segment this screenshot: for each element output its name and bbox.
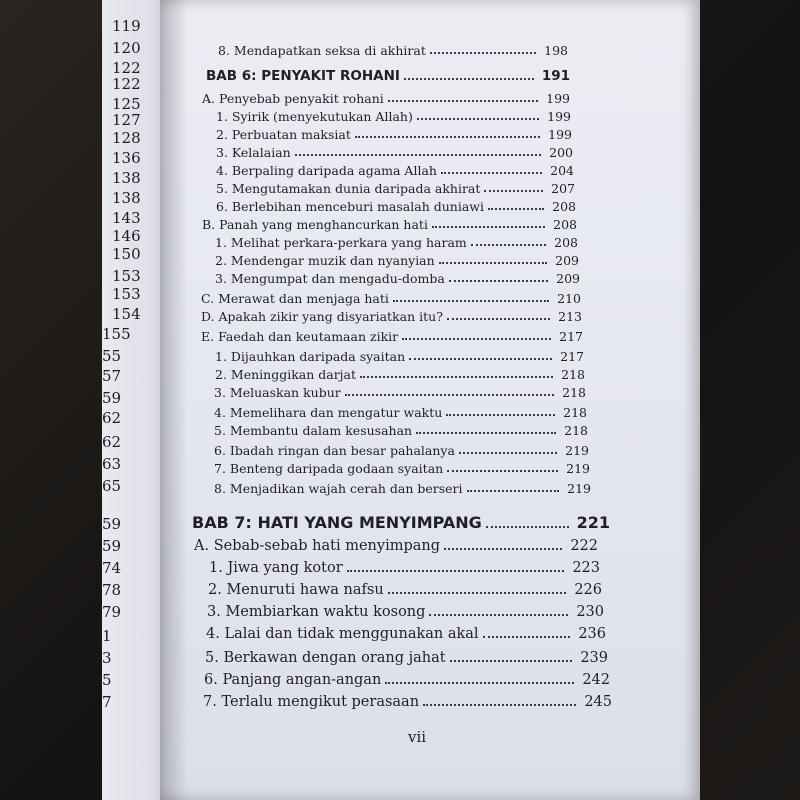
toc-section — [201, 306, 582, 324]
toc-subsection — [215, 250, 579, 268]
chapter-heading — [192, 512, 610, 532]
toc-label: 3. Meluaskan kubur — [214, 385, 341, 400]
toc-subsection — [208, 578, 602, 598]
left-page-number: 65 — [102, 477, 122, 495]
toc-page-number: 223 — [572, 560, 600, 576]
toc-section — [202, 88, 570, 106]
dot-leader — [388, 100, 538, 102]
dot-leader — [441, 172, 542, 174]
toc-label: 8. Menjadikan wajah cerah dan berseri — [214, 481, 463, 496]
toc-page-number: 242 — [582, 672, 610, 688]
toc-label: A. Sebab-sebab hati menyimpang — [194, 538, 441, 554]
toc-label: 2. Menuruti hawa nafsu — [208, 582, 384, 598]
dot-leader — [471, 244, 546, 246]
toc-page-number: 226 — [574, 582, 602, 598]
toc-page-number: 219 — [565, 443, 589, 458]
left-page-number: 146 — [112, 227, 141, 245]
toc-subsection — [205, 646, 608, 666]
toc-subsection — [216, 178, 575, 196]
toc-label: 1. Syirik (menyekutukan Allah) — [216, 109, 413, 124]
toc-subsection — [207, 600, 604, 620]
dot-leader — [345, 394, 554, 396]
toc-subsection — [215, 364, 585, 382]
left-page-number: 57 — [102, 367, 122, 385]
toc-label: 5. Mengutamakan dunia daripada akhirat — [216, 181, 481, 196]
toc-subsection — [209, 556, 600, 576]
toc-label: E. Faedah dan keutamaan zikir — [201, 329, 399, 344]
left-page-number: 125 — [112, 95, 141, 113]
toc-label: 8. Mendapatkan seksa di akhirat — [218, 43, 426, 58]
dot-leader — [295, 154, 541, 156]
left-page-number: 128 — [112, 129, 141, 147]
left-page-number: 55 — [102, 347, 122, 365]
left-page-number: 138 — [112, 189, 141, 207]
left-page-number: 1 — [102, 627, 112, 645]
toc-label: 3. Membiarkan waktu kosong — [207, 604, 426, 620]
toc-page-number: 218 — [561, 367, 585, 382]
left-page-number: 143 — [112, 209, 141, 227]
left-page-number: 119 — [112, 17, 141, 35]
toc-page-number: 230 — [576, 604, 604, 620]
toc-page-number: 219 — [566, 461, 590, 476]
left-page-number: 59 — [102, 537, 122, 555]
toc-page-number: 239 — [580, 650, 608, 666]
dot-leader — [444, 548, 562, 550]
toc-subsection — [206, 622, 606, 642]
toc-section — [201, 326, 583, 344]
chapter-heading — [206, 66, 570, 84]
toc-subsection — [214, 458, 590, 476]
dot-leader — [447, 318, 550, 320]
toc-subsection — [216, 124, 572, 142]
toc-label: 4. Berpaling daripada agama Allah — [216, 163, 437, 178]
dot-leader — [423, 704, 576, 706]
toc-page-number: 210 — [557, 291, 581, 306]
toc-subsection — [215, 232, 578, 250]
toc-label: 3. Mengumpat dan mengadu-domba — [215, 271, 445, 286]
dot-leader — [430, 52, 536, 54]
dot-leader — [488, 208, 544, 210]
left-page-number: 153 — [112, 267, 141, 285]
left-page-number: 136 — [112, 149, 141, 167]
toc-page-number: 236 — [578, 626, 606, 642]
left-page-number: 7 — [102, 693, 112, 711]
toc-section — [202, 214, 577, 232]
toc-page-number: 208 — [552, 199, 576, 214]
toc-page-number: 218 — [562, 385, 586, 400]
toc-subsection — [214, 382, 586, 400]
toc-page-number: 219 — [567, 481, 591, 496]
toc-page-number: 191 — [541, 68, 570, 84]
dot-leader — [432, 226, 545, 228]
toc-page-number: 218 — [564, 423, 588, 438]
dot-leader — [416, 432, 556, 434]
toc-label: 4. Lalai dan tidak menggunakan akal — [206, 626, 479, 642]
toc-page-number: 245 — [584, 694, 612, 710]
toc-label: 1. Dijauhkan daripada syaitan — [215, 349, 406, 364]
toc-label: 2. Meninggikan darjat — [215, 367, 357, 382]
toc-page-number: 198 — [544, 43, 568, 58]
left-page-number: 127 — [112, 111, 141, 129]
left-page-number: 79 — [102, 603, 122, 621]
dot-leader — [360, 376, 553, 378]
left-page-number: 155 — [102, 325, 131, 343]
book-page — [160, 0, 700, 800]
toc-label: 7. Benteng daripada godaan syaitan — [214, 461, 444, 476]
dot-leader — [347, 570, 565, 572]
toc-section — [201, 288, 581, 306]
toc-subsection — [216, 196, 576, 214]
left-page-number: 5 — [102, 671, 112, 689]
left-page-number: 59 — [102, 389, 122, 407]
dot-leader — [388, 592, 567, 594]
dot-leader — [417, 118, 539, 120]
toc-subsection — [216, 160, 574, 178]
toc-subsection — [216, 106, 571, 124]
toc-subsection — [203, 690, 612, 710]
left-page-number: 120 — [112, 39, 141, 57]
dot-leader — [447, 470, 558, 472]
toc-label: 7. Terlalu mengikut perasaan — [203, 694, 420, 710]
toc-entry — [218, 40, 568, 58]
toc-label: 3. Kelalaian — [216, 145, 291, 160]
toc-label: 6. Panjang angan-angan — [204, 672, 382, 688]
dot-leader — [483, 636, 571, 638]
dot-leader — [486, 526, 569, 528]
dot-leader — [439, 262, 547, 264]
toc-page-number: 213 — [558, 309, 582, 324]
toc-label: 6. Berlebihan menceburi masalah duniawi — [216, 199, 484, 214]
left-page-number: 154 — [112, 305, 141, 323]
toc-label: BAB 6: PENYAKIT ROHANI — [206, 68, 400, 84]
toc-label: B. Panah yang menghancurkan hati — [202, 217, 428, 232]
left-page-number: 78 — [102, 581, 122, 599]
dot-leader — [409, 358, 552, 360]
toc-label: D. Apakah zikir yang disyariatkan itu? — [201, 309, 443, 324]
page-number-footer: vii — [408, 728, 427, 746]
toc-page-number: 217 — [559, 329, 583, 344]
dot-leader — [429, 614, 568, 616]
dot-leader — [446, 414, 555, 416]
left-page-number: 62 — [102, 409, 122, 427]
dot-leader — [404, 78, 534, 80]
toc-subsection — [215, 268, 580, 286]
toc-page-number: 208 — [554, 235, 578, 250]
toc-page-number: 199 — [547, 109, 571, 124]
toc-page-number: 208 — [553, 217, 577, 232]
toc-section — [194, 534, 598, 554]
dot-leader — [459, 452, 557, 454]
toc-subsection — [214, 478, 591, 496]
toc-page-number: 221 — [576, 513, 610, 532]
left-page-number: 3 — [102, 649, 112, 667]
left-page-number: 153 — [112, 285, 141, 303]
left-page-number: 74 — [102, 559, 122, 577]
left-page-number: 122 — [112, 75, 141, 93]
toc-page-number: 199 — [546, 91, 570, 106]
dot-leader — [449, 280, 548, 282]
toc-label: 6. Ibadah ringan dan besar pahalanya — [214, 443, 455, 458]
left-page-number: 59 — [102, 515, 122, 533]
dot-leader — [402, 338, 551, 340]
toc-page-number: 209 — [555, 253, 579, 268]
toc-subsection — [214, 420, 588, 438]
table-of-contents — [160, 0, 700, 800]
toc-label: C. Merawat dan menjaga hati — [201, 291, 389, 306]
toc-page-number: 207 — [551, 181, 575, 196]
toc-page-number: 200 — [549, 145, 573, 160]
dot-leader — [393, 300, 549, 302]
toc-subsection — [214, 440, 589, 458]
left-page-number: 150 — [112, 245, 141, 263]
toc-label: 2. Perbuatan maksiat — [216, 127, 351, 142]
toc-label: 4. Memelihara dan mengatur waktu — [214, 405, 443, 420]
toc-label: 1. Jiwa yang kotor — [209, 560, 343, 576]
toc-label: 5. Berkawan dengan orang jahat — [205, 650, 446, 666]
dot-leader — [385, 682, 574, 684]
toc-label: 2. Mendengar muzik dan nyanyian — [215, 253, 435, 268]
toc-label: A. Penyebab penyakit rohani — [202, 91, 384, 106]
toc-label: BAB 7: HATI YANG MENYIMPANG — [192, 513, 482, 532]
dot-leader — [484, 190, 543, 192]
toc-label: 5. Membantu dalam kesusahan — [214, 423, 413, 438]
toc-page-number: 217 — [560, 349, 584, 364]
left-page-number: 62 — [102, 433, 122, 451]
toc-page-number: 222 — [570, 538, 598, 554]
toc-subsection — [214, 402, 587, 420]
left-page-number: 138 — [112, 169, 141, 187]
toc-page-number: 218 — [563, 405, 587, 420]
toc-label: 1. Melihat perkara-perkara yang haram — [215, 235, 467, 250]
left-page-number: 63 — [102, 455, 122, 473]
toc-page-number: 199 — [548, 127, 572, 142]
toc-subsection — [204, 668, 610, 688]
toc-subsection — [216, 142, 573, 160]
toc-subsection — [215, 346, 584, 364]
dot-leader — [355, 136, 540, 138]
dot-leader — [450, 660, 573, 662]
toc-page-number: 209 — [556, 271, 580, 286]
toc-page-number: 204 — [550, 163, 574, 178]
left-page-number: 122 — [112, 59, 141, 77]
dot-leader — [467, 490, 560, 492]
